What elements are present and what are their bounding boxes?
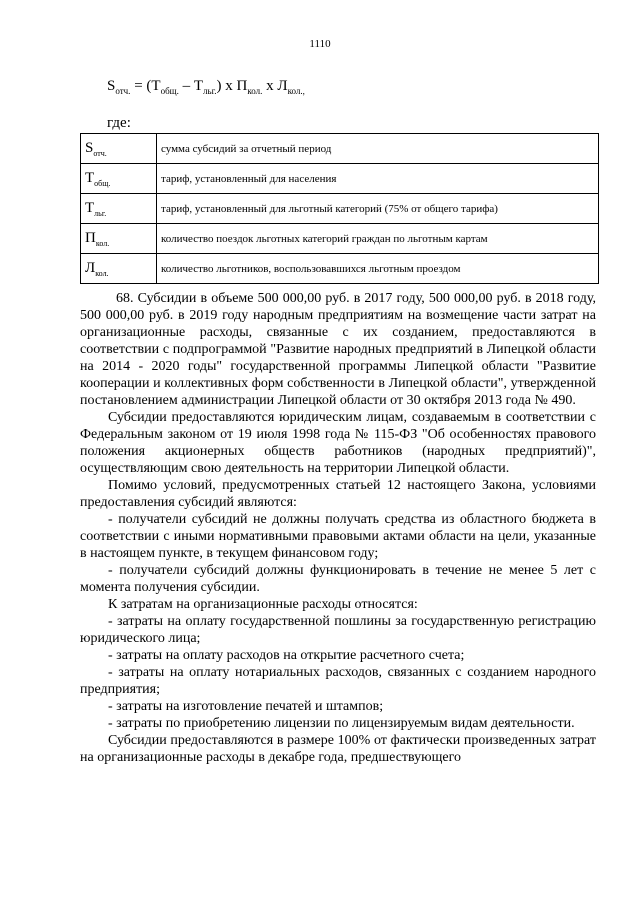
definition-text: количество поездок льготных категорий граждан по льготным картам (157, 224, 599, 254)
definition-symbol: $S_{отч.}$ (81, 134, 157, 164)
definition-symbol: $T_{льг.}$ (81, 194, 157, 224)
page-number: 1110 (309, 38, 331, 50)
definition-symbol: $T_{общ.}$ (81, 164, 157, 194)
cost-item: - затраты на оплату расходов на открытие расчетного счета; (108, 648, 465, 663)
definition-symbol: $Л_{кол.}$ (81, 254, 157, 284)
definition-symbol: $П_{кол.}$ (81, 224, 157, 254)
cost-item: - затраты на изготовление печатей и штампов; (108, 699, 384, 714)
where-label: где: (107, 115, 131, 131)
paragraph-recipients: Субсидии предоставляются юридическим лицам, создаваемым в соответствии с Федеральным законом от 19 июля 1998 года № 115-ФЗ "Об особенностях правового положения акционерных обществ работников (народных предприятий)", осуществляющим свою деятельность на территории Липецкой области. (80, 410, 596, 476)
definition-text: сумма субсидий за отчетный период (157, 134, 599, 164)
paragraph-item-68: 68. Субсидии в объеме 500 000,00 руб. в 2017 году, 500 000,00 руб. в 2018 году, 500 000,00 руб. в 2019 году народным предприятиям на возмещение части затрат на организационные расходы, связанные с их созданием, предоставляются в соответствии с подпрограммой "Развитие народных предприятий в Липецкой области на 2014 - 2020 годы" государственной программы Липецкой области "Развитие кооперации и коллективных форм собственности в Липецкой области", утвержденной постановлением администрации Липецкой области от 30 октября 2013 года № 490. (80, 291, 596, 408)
definition-text: тариф, установленный для льготный категорий (75% от общего тарифа) (157, 194, 599, 224)
condition-item: - получатели субсидий должны функционировать в течение не менее 5 лет с момента получения субсидии. (80, 563, 596, 595)
definitions-table (80, 133, 599, 284)
cost-item: - затраты на оплату нотариальных расходов, связанных с созданием народного предприятия; (80, 665, 596, 697)
cost-item: - затраты на оплату государственной пошлины за государственную регистрацию юридического лица; (80, 614, 596, 646)
paragraph-conditions-intro: Помимо условий, предусмотренных статьей 12 настоящего Закона, условиями предоставления субсидий являются: (80, 478, 596, 510)
body-text (80, 290, 596, 766)
paragraph-costs-intro: К затратам на организационные расходы относятся: (108, 597, 418, 612)
definition-text: количество льготников, воспользовавшихся льготным проездом (157, 254, 599, 284)
definition-row (81, 194, 599, 224)
subsidy-formula: $S_{отч.} = (T_{общ.} - T_{льг.})$ x $П_{кол.}$ x $Л_{кол.,}$ (107, 78, 305, 96)
definition-row (81, 224, 599, 254)
paragraph-subsidy-size: Субсидии предоставляются в размере 100% от фактически произведенных затрат на организационные расходы в декабре года, предшествующего (80, 733, 596, 765)
condition-item: - получатели субсидий не должны получать средства из областного бюджета в соответствии с иными нормативными правовыми актами области на цели, указанные в настоящем пункте, в текущем финансовом году; (80, 512, 596, 561)
cost-item: - затраты по приобретению лицензии по лицензируемым видам деятельности. (108, 716, 575, 731)
definition-row (81, 254, 599, 284)
definition-text: тариф, установленный для населения (157, 164, 599, 194)
definition-row (81, 134, 599, 164)
definition-row (81, 164, 599, 194)
